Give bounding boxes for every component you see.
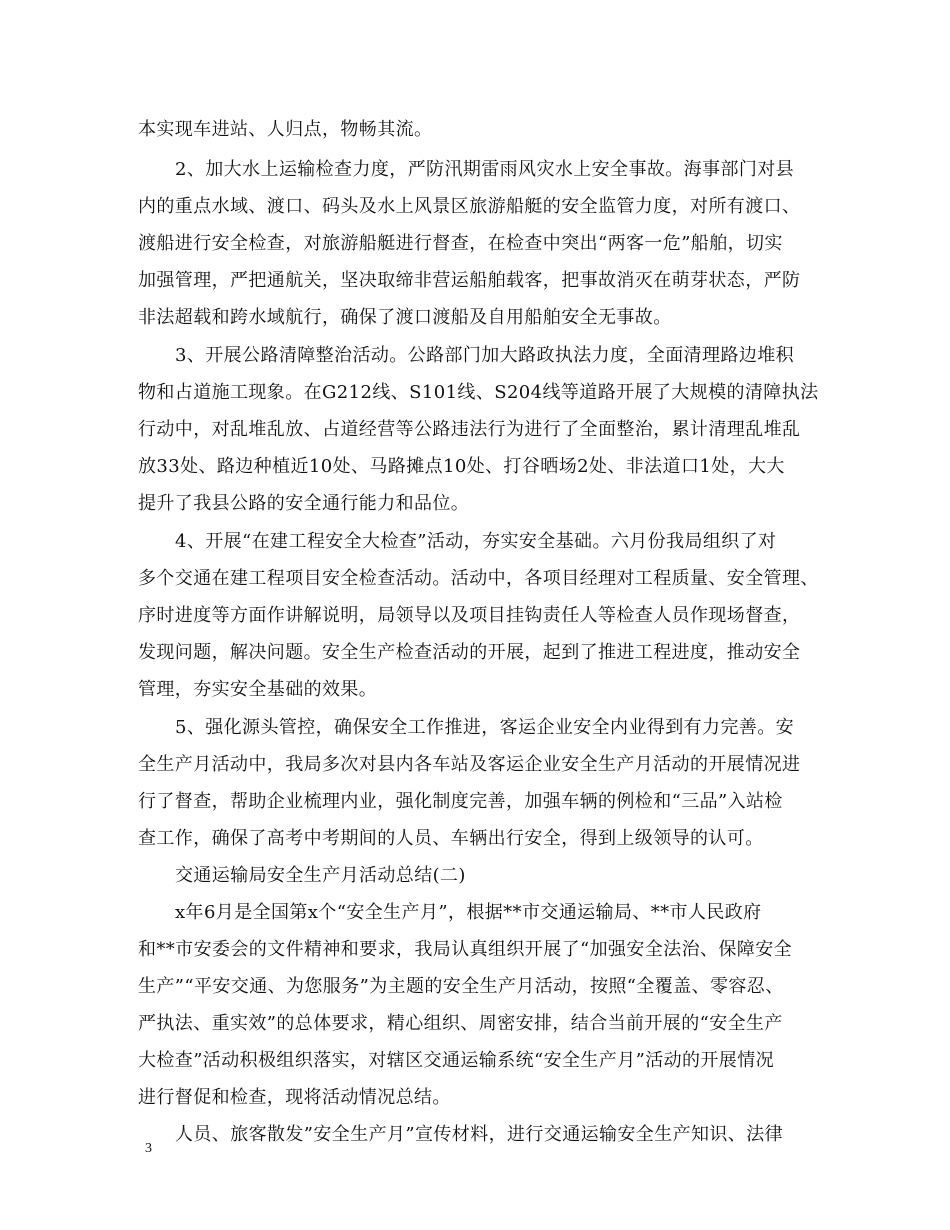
text-line: 人员、旅客散发”安全生产月”宣传材料，进行交通运输安全生产知识、法律 xyxy=(175,1124,784,1145)
text-line: 严执法、重实效”的总体要求，精心组织、周密安排，结合当前开展的“安全生产 xyxy=(138,1013,783,1034)
text-line: 放33处、路边种植近10处、马路摊点10处、打谷晒场2处、非法道口1处，大大 xyxy=(138,456,785,477)
text-line: 大检查”活动积极组织落实，对辖区交通运输系统“安全生产月”活动的开展情况 xyxy=(138,1050,775,1071)
text-line: 和**市安委会的文件精神和要求，我局认真组织开展了“加强安全法治、保障安全 xyxy=(138,939,792,960)
text-line: 序时进度等方面作讲解说明，局领导以及项目挂钩责任人等检查人员作现场督查， xyxy=(138,605,801,626)
text-line: 行动中，对乱堆乱放、占道经营等公路违法行为进行了全面整治，累计清理乱堆乱 xyxy=(138,419,801,440)
text-line: 提升了我县公路的安全通行能力和品位。 xyxy=(138,493,470,514)
text-line: 非法超载和跨水域航行，确保了渡口渡船及自用船舶安全无事故。 xyxy=(138,307,672,328)
text-line: 发现问题，解决问题。安全生产检查活动的开展，起到了推进工程进度，推动安全 xyxy=(138,642,801,663)
text-line: 物和占道施工现象。在G212线、S101线、S204线等道路开展了大规模的清障执法 xyxy=(138,382,819,403)
text-line: 多个交通在建工程项目安全检查活动。活动中，各项目经理对工程质量、安全管理、 xyxy=(138,568,819,589)
text-line: 全生产月活动中，我局多次对县内各车站及客运企业安全生产月活动的开展情况进 xyxy=(138,754,801,775)
text-line: x年6月是全国第x个“安全生产月”，根据**市交通运输局、**市人民政府 xyxy=(175,902,762,923)
text-line: 2、加大水上运输检查力度，严防汛期雷雨风灾水上安全事故。海事部门对县 xyxy=(175,159,795,180)
text-line: 本实现车进站、人归点，物畅其流。 xyxy=(138,119,433,140)
text-line: 行了督查，帮助企业梳理内业，强化制度完善，加强车辆的例检和“三品”入站检 xyxy=(138,791,783,812)
text-line: 进行督促和检查，现将活动情况总结。 xyxy=(138,1087,451,1108)
text-line: 管理，夯实安全基础的效果。 xyxy=(138,679,378,700)
text-line: 4、开展“在建工程安全大检查”活动，夯实安全基础。六月份我局组织了对 xyxy=(175,531,777,552)
text-line: 5、强化源头管控，确保安全工作推进，客运企业安全内业得到有力完善。安 xyxy=(175,717,795,738)
text-line: 3、开展公路清障整治活动。公路部门加大路政执法力度，全面清理路边堆积 xyxy=(175,345,795,366)
text-line: 生产”“平安交通、为您服务”为主题的安全生产月活动，按照“全覆盖、零容忍、 xyxy=(138,976,784,997)
text-line: 交通运输局安全生产月活动总结(二) xyxy=(175,865,466,886)
text-line: 内的重点水域、渡口、码头及水上风景区旅游船艇的安全监管力度，对所有渡口、 xyxy=(138,196,801,217)
text-line: 查工作，确保了高考中考期间的人员、车辆出行安全，得到上级领导的认可。 xyxy=(138,828,764,849)
text-line: 加强管理，严把通航关，坚决取缔非营运船舶载客，把事故消灭在萌芽状态，严防 xyxy=(138,270,801,291)
page-number: 3 xyxy=(145,1141,152,1156)
text-line: 渡船进行安全检查，对旅游船艇进行督查，在检查中突出“两客一危”船舶，切实 xyxy=(138,233,783,254)
